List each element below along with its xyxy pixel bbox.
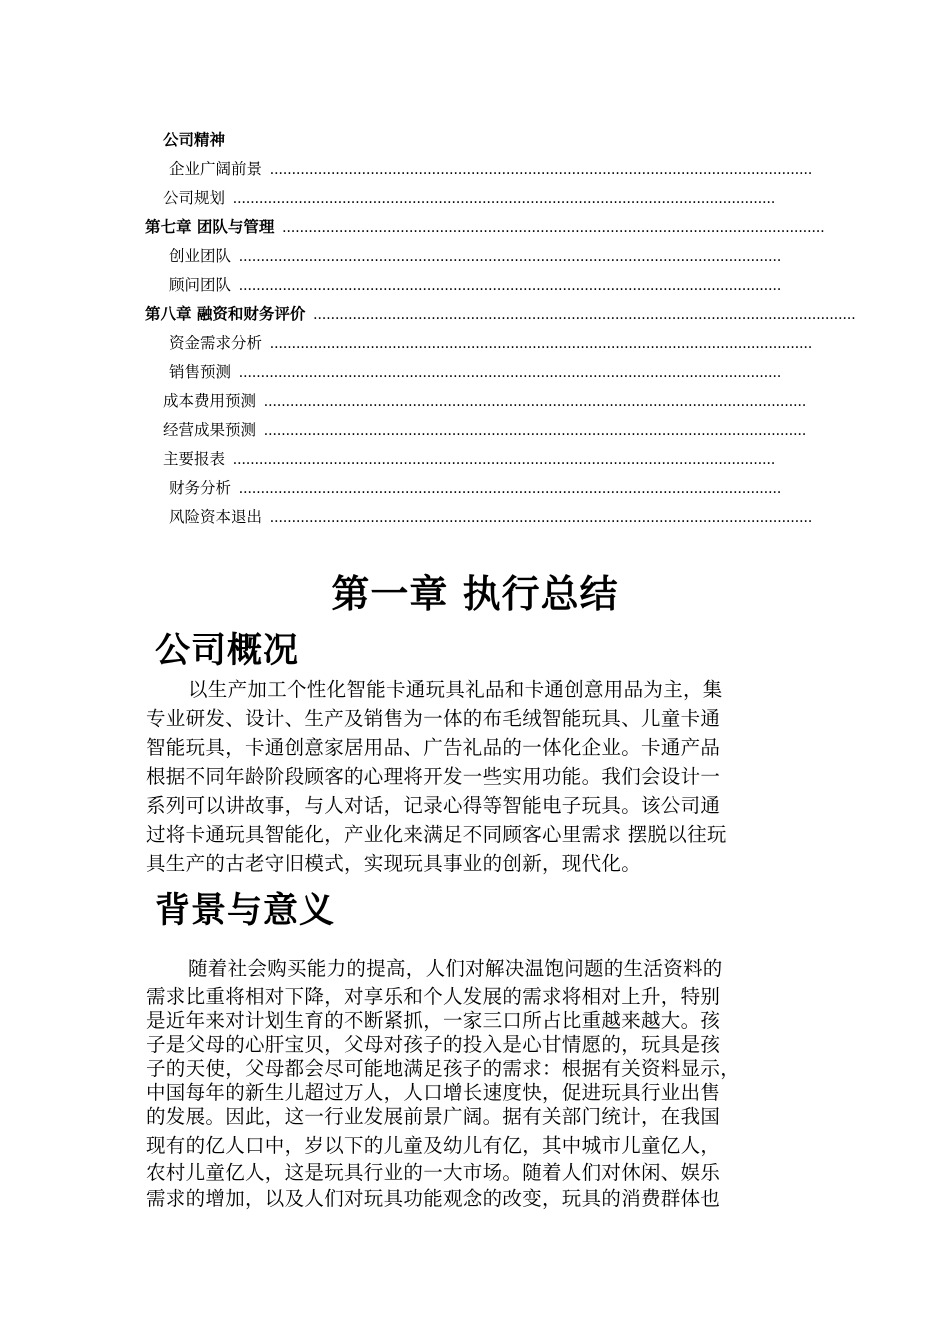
toc-entry-label: 主要报表 [163,450,226,468]
toc-leader-dots: ............................................................................................................................ [239,277,782,294]
toc-leader-dots: ............................................................................................................................ [264,422,807,439]
toc-entry-label: 销售预测 [169,363,232,381]
paragraph-line: 智能玩具，卡通创意家居用品、广告礼品的一体化企业。卡通产品 [146,736,721,759]
paragraph-line: 是近年来对计划生育的不断紧抓，一家三口所占比重越来越大。孩 [146,1009,721,1032]
toc-entry-label: 公司规划 [163,189,226,207]
paragraph-line: 现有的亿人口中，岁以下的儿童及幼儿有亿，其中城市儿童亿人， [146,1134,721,1157]
paragraph-line: 系列可以讲故事，与人对话，记录心得等智能电子玩具。该公司通 [146,794,721,817]
toc-entry[interactable] [169,245,782,267]
toc-leader-dots: ............................................................................................................................ [239,248,782,265]
paragraph-line: 需求比重将相对下降，对享乐和个人发展的需求将相对上升，特别 [146,985,721,1008]
toc-entry-label: 经营成果预测 [163,421,257,439]
paragraph-line: 的发展。因此，这一行业发展前景广阔。据有关部门统计，在我国 [146,1105,721,1128]
paragraph-line: 专业研发、设计、生产及销售为一体的布毛绒智能玩具、儿童卡通 [146,707,721,730]
toc-leader-dots: ............................................................................................................................ [233,190,776,207]
toc-leader-dots: ............................................................................................................................ [239,480,782,497]
toc-entry[interactable] [163,129,263,151]
toc-entry-label: 成本费用预测 [163,392,257,410]
toc-leader-dots: ............................................................................................................................ [313,306,856,323]
toc-entry[interactable] [169,477,782,499]
toc-entry-label: 风险资本退出 [169,508,263,526]
toc-leader-dots: ............................................................................................................................ [239,364,782,381]
toc-entry[interactable] [145,303,856,325]
toc-entry[interactable] [163,390,807,412]
toc-entry-label: 公司精神 [163,131,226,149]
toc-leader-dots: ............................................................................................................................ [282,219,825,236]
paragraph-line: 过将卡通玩具智能化，产业化来满足不同顾客心里需求 摆脱以往玩 [146,823,727,846]
toc-entry-label: 创业团队 [169,247,232,265]
paragraph-line: 根据不同年龄阶段顾客的心理将开发一些实用功能。我们会设计一 [146,765,721,788]
toc-leader-dots: ............................................................................................................................ [270,161,813,178]
toc-entry-label: 第七章 团队与管理 [145,218,275,236]
paragraph-line: 子是父母的心肝宝贝，父母对孩子的投入是心甘情愿的，玩具是孩 [146,1033,721,1056]
paragraph-line: 具生产的古老守旧模式，实现玩具事业的创新，现代化。 [146,852,642,875]
toc-leader-dots: ............................................................................................................................ [270,335,813,352]
toc-entry[interactable] [169,361,782,383]
toc-entry-label: 财务分析 [169,479,232,497]
toc-leader-dots: ............................................................................................................................ [264,393,807,410]
toc-entry[interactable] [163,419,807,441]
toc-leader-dots: ............................................................................................................................ [270,509,813,526]
toc-entry[interactable] [163,187,776,209]
toc-entry-label: 企业广阔前景 [169,160,263,178]
toc-entry-label: 资金需求分析 [169,334,263,352]
toc-entry[interactable] [163,448,776,470]
toc-entry-label: 顾问团队 [169,276,232,294]
paragraph-line: 中国每年的新生儿超过万人，人口增长速度快，促进玩具行业出售 [146,1081,721,1104]
toc-entry[interactable] [145,216,825,238]
toc-entry[interactable] [169,274,782,296]
toc-entry[interactable] [169,506,813,528]
toc-leader-dots: ............................................................................................................................ [233,451,776,468]
chapter-title: 第一章 执行总结 [331,572,619,616]
paragraph-line: 需求的增加，以及人们对玩具功能观念的改变，玩具的消费群体也 [146,1187,721,1210]
paragraph-line: 子的天使，父母都会尽可能地满足孩子的需求：根据有关资料显示， [146,1057,741,1080]
paragraph-line: 以生产加工个性化智能卡通玩具礼品和卡通创意用品为主，集 [188,678,723,701]
paragraph-line: 随着社会购买能力的提高，人们对解决温饱问题的生活资料的 [188,957,723,980]
paragraph-line: 农村儿童亿人，这是玩具行业的一大市场。随着人们对休闲、娱乐 [146,1161,721,1184]
section-title-background: 背景与意义 [155,891,336,931]
toc-entry[interactable] [169,158,813,180]
toc-entry[interactable] [169,332,813,354]
toc-entry-label: 第八章 融资和财务评价 [145,305,306,323]
section-title-company-overview: 公司概况 [155,631,300,671]
